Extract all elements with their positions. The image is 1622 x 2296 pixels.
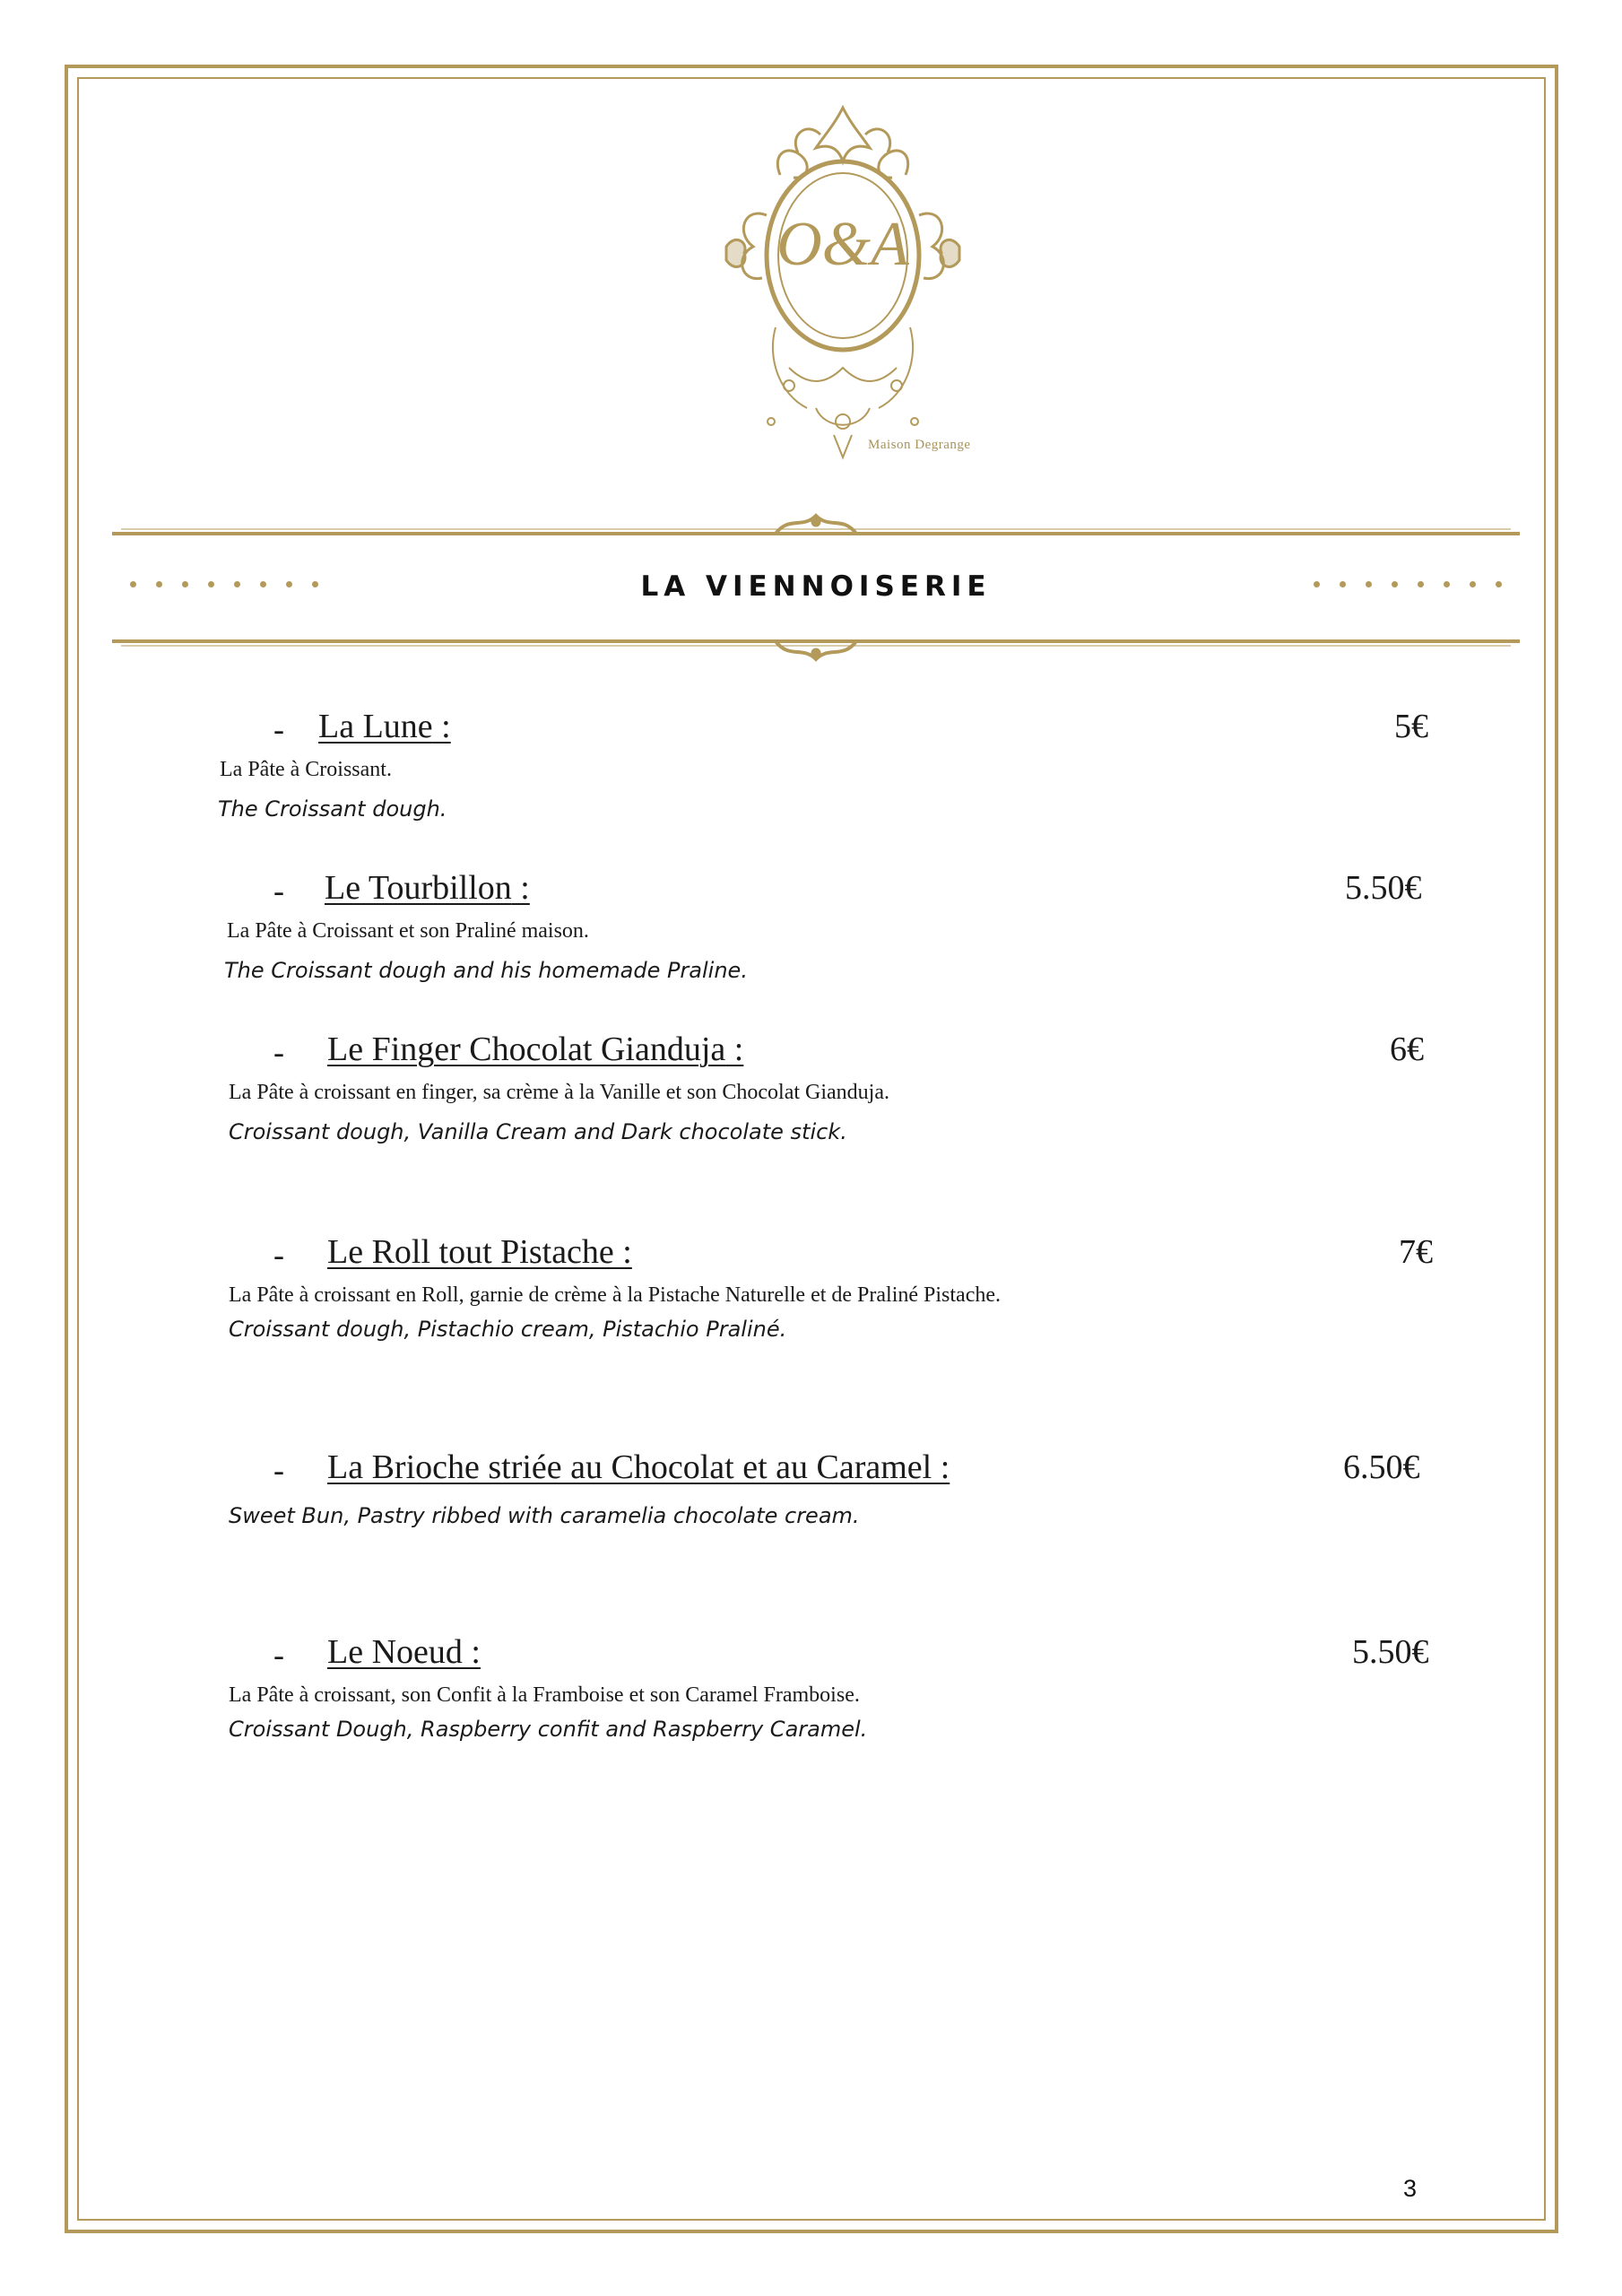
item-name: La Brioche striée au Chocolat et au Caramel : bbox=[327, 1448, 950, 1486]
item-name: La Lune : bbox=[318, 708, 451, 745]
item-dash: - bbox=[273, 1452, 284, 1488]
monogram-text: O&A bbox=[776, 210, 909, 279]
item-description-en: Croissant Dough, Raspberry confit and Raspberry Caramel. bbox=[229, 1717, 868, 1742]
brand-name: Maison Degrange bbox=[868, 438, 971, 452]
item-price: 5.50€ bbox=[1345, 869, 1422, 907]
item-price: 6.50€ bbox=[1343, 1448, 1420, 1486]
item-description-en: Croissant dough, Pistachio cream, Pistachio Praliné. bbox=[229, 1317, 787, 1342]
item-description-fr: La Pâte à croissant, son Confit à la Framboise et son Caramel Framboise. bbox=[229, 1683, 860, 1707]
section-header bbox=[112, 511, 1520, 664]
section-title: LA VIENNOISERIE bbox=[640, 570, 992, 603]
dots-right bbox=[1314, 581, 1502, 587]
maison-degrange-logo bbox=[681, 99, 1004, 475]
item-description-en: The Croissant dough and his homemade Praline. bbox=[224, 958, 748, 983]
item-price: 6€ bbox=[1390, 1031, 1424, 1068]
item-price: 5.50€ bbox=[1352, 1633, 1429, 1671]
item-name: Le Finger Chocolat Gianduja : bbox=[327, 1031, 744, 1068]
item-name: Le Noeud : bbox=[327, 1633, 481, 1671]
item-dash: - bbox=[273, 1034, 284, 1070]
item-description-en: Croissant dough, Vanilla Cream and Dark chocolate stick. bbox=[229, 1119, 847, 1144]
item-description-fr: La Pâte à Croissant et son Praliné maison. bbox=[227, 919, 589, 943]
item-name: Le Tourbillon : bbox=[325, 869, 530, 907]
item-name: Le Roll tout Pistache : bbox=[327, 1233, 632, 1271]
item-description-fr: La Pâte à croissant en finger, sa crème à la Vanille et son Chocolat Gianduja. bbox=[229, 1081, 890, 1104]
item-dash: - bbox=[273, 1637, 284, 1673]
item-description-en: Sweet Bun, Pastry ribbed with caramelia chocolate cream. bbox=[229, 1503, 860, 1528]
item-description-fr: La Pâte à croissant en Roll, garnie de crème à la Pistache Naturelle et de Praliné Pistache. bbox=[229, 1283, 1001, 1307]
page-number: 3 bbox=[1403, 2175, 1418, 2202]
item-dash: - bbox=[273, 873, 284, 909]
item-description-fr: La Pâte à Croissant. bbox=[220, 758, 392, 781]
item-description-en: The Croissant dough. bbox=[218, 796, 447, 822]
item-price: 7€ bbox=[1399, 1233, 1433, 1271]
item-price: 5€ bbox=[1394, 708, 1428, 745]
item-dash: - bbox=[273, 711, 284, 747]
item-dash: - bbox=[273, 1237, 284, 1273]
